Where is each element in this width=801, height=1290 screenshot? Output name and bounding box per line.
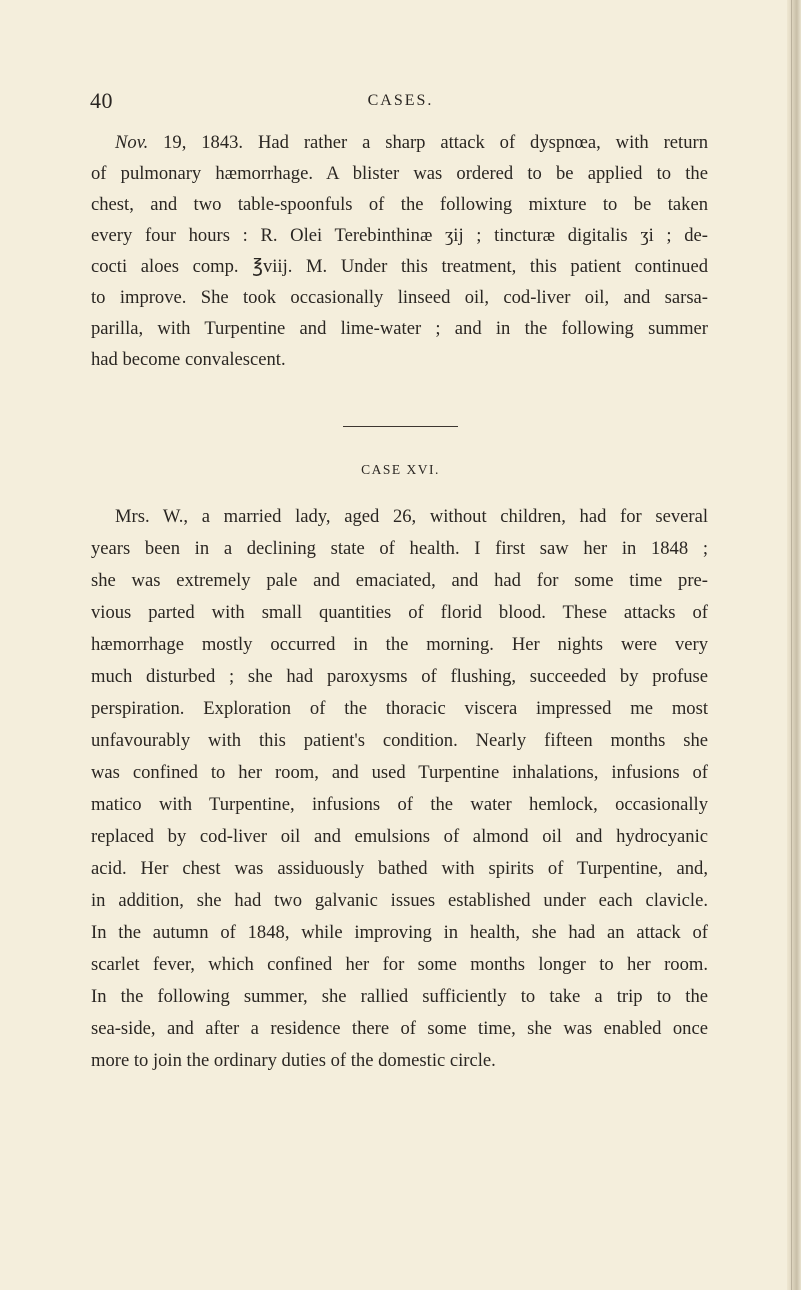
- case-line: sea-side, and after a residence there of some time, she was enabled once: [91, 1018, 708, 1039]
- entry-line: parilla, with Turpentine and lime-water ; and in the following summer: [91, 318, 708, 339]
- case-line: vious parted with small quantities of florid blood. These attacks of: [91, 602, 708, 623]
- page-edge-line: [791, 0, 792, 1290]
- case-line: In the following summer, she rallied sufficiently to take a trip to the: [91, 986, 708, 1007]
- entry-first-line: [115, 134, 708, 153]
- case-line: unfavourably with this patient's condition. Nearly fifteen months she: [91, 730, 708, 751]
- entry-line: had become convalescent.: [91, 349, 286, 370]
- entry-line: cocti aloes comp. ℥viij. M. Under this treatment, this patient continued: [91, 256, 708, 277]
- case-line: she was extremely pale and emaciated, and had for some time pre-: [91, 570, 708, 591]
- case-heading: CASE XVI.: [361, 462, 440, 477]
- case-line: years been in a declining state of health. I first saw her in 1848 ;: [91, 538, 708, 559]
- entry-line: every four hours : R. Olei Terebinthinæ ʒij ; tincturæ digitalis ʒi ; de-: [91, 225, 708, 246]
- case-line: in addition, she had two galvanic issues established under each clavicle.: [91, 890, 708, 911]
- case-line: scarlet fever, which confined her for some months longer to her room.: [91, 954, 708, 975]
- case-line: acid. Her chest was assiduously bathed with spirits of Turpentine, and,: [91, 858, 708, 879]
- case-line: more to join the ordinary duties of the domestic circle.: [91, 1050, 496, 1071]
- case-first-line: Mrs. W., a married lady, aged 26, without children, had for several: [115, 506, 708, 527]
- entry-line: of pulmonary hæmorrhage. A blister was ordered to be applied to the: [91, 163, 708, 184]
- page-edge-shadow: [787, 0, 801, 1290]
- case-line: matico with Turpentine, infusions of the water hemlock, occasionally: [91, 794, 708, 815]
- case-line: replaced by cod-liver oil and emulsions of almond oil and hydrocyanic: [91, 826, 708, 847]
- case-line: perspiration. Exploration of the thoracic viscera impressed me most: [91, 698, 708, 719]
- section-divider: [343, 426, 458, 427]
- case-line: hæmorrhage mostly occurred in the morning. Her nights were very: [91, 634, 708, 655]
- entry-date-label: Nov.: [115, 132, 149, 153]
- entry-line: to improve. She took occasionally linseed oil, cod-liver oil, and sarsa-: [91, 287, 708, 308]
- page-number: 40: [90, 88, 113, 113]
- entry-date-rest: 19, 1843. Had rather a sharp attack of dyspnœa, with return: [148, 132, 708, 153]
- running-head: CASES.: [367, 92, 434, 109]
- case-line: In the autumn of 1848, while improving in health, she had an attack of: [91, 922, 708, 943]
- case-line: much disturbed ; she had paroxysms of flushing, succeeded by profuse: [91, 666, 708, 687]
- case-line: was confined to her room, and used Turpentine inhalations, infusions of: [91, 762, 708, 783]
- entry-line: chest, and two table-spoonfuls of the following mixture to be taken: [91, 194, 708, 215]
